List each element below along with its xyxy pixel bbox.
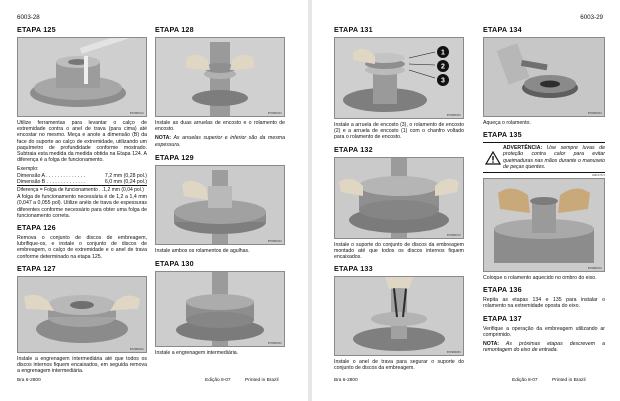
step-126 [17,223,147,260]
step-photo [17,276,147,353]
right-page-column-2 [483,25,605,353]
note-label: NOTA: [155,135,172,142]
depth-gauge-measurement-illustration [18,38,146,116]
step-title: ETAPA 134 [483,25,522,34]
step-text: Instale o anel de trava para segurar o suporte do conjunto de discos da embreagem. [334,359,464,372]
note-label: NOTA: [483,341,500,348]
heated-bearing-install-illustration [484,179,604,271]
example-a-label: Dimensão A . . . . . . . . . . . . . . [17,172,86,179]
callout-1: 1 [441,49,445,57]
clutch-carrier-install-illustration [335,158,463,238]
step-134 [483,25,605,126]
step-137 [483,314,605,354]
step-text: Repita as etapas 134 e 135 para instalar o rolamento na extremidade oposta do eixo. [483,297,605,310]
footer-edition: Edição 8-07 [512,378,538,383]
step-title: ETAPA 131 [334,25,373,34]
step-photo [155,271,285,347]
footer-edition: Edição 8-07 [205,378,231,383]
example-label: Exemplo: [17,166,39,173]
step-title: ETAPA 126 [17,223,56,233]
note-text: As próximas etapas descrevem a remontagem do eixo de entrada. [483,341,605,354]
step-photo [483,37,605,117]
step-title: ETAPA 137 [483,313,522,323]
step-text: Utilize ferramentas para levantar o calço de extremidade contra o anel de trava (para cima) até encostar no mesmo. Meça e anote a dimensão (B) da face do suporte ao calço de extremidade, utilizando um paquímetro de profundidade conforme mostrado. Subtraia esta medida da medida obtida na Etapa 124. A diferença é a folga de funcionamento. [17,120,147,164]
warning-box [483,142,605,173]
page-number: 6003-28 [17,14,40,21]
example-b-value: 6,0 mm (0,24 pol.) [104,178,147,185]
photo-code: BT09B001C [129,112,144,115]
photo-code: BT09B010C [587,267,602,271]
step-129 [155,153,285,254]
right-page [312,0,620,401]
photo-code: BT09B009C [587,112,602,115]
step-title: ETAPA 132 [334,144,373,154]
warning-triangle-icon [483,145,503,170]
warning-text: Use sempre luvas de proteção contra calor para evitar queimaduras nas mãos durante o manuseio de peças quentes. [503,145,605,170]
step-photo [17,37,147,117]
step-132 [334,145,464,261]
photo-code: BT09B007C [446,233,461,237]
warning-code: GMF17471 [592,174,605,178]
step-text: Instale a engrenagem intermediária. [155,350,239,357]
snap-ring-install-illustration [335,277,463,355]
step-125 [17,25,147,219]
footer-printed: Printed in Brazil [552,378,586,383]
example-line-b [17,179,147,186]
step-130 [155,259,285,356]
step-text: Remova o conjunto de discos de embreagem, lubrifique-os, e instale o conjunto de discos de embreagem, o calço de extremidade e o anel de trava conforme determinado na etapa 125. [17,235,147,260]
footer-doc: Bra 6-2800 [334,378,358,383]
step-title: ETAPA 128 [155,25,194,34]
step-photo [155,165,285,245]
step-text: Verifique a operação da embreagem utilizando ar comprimido. [483,325,605,338]
step-photo [334,157,464,239]
step-text: Aqueça o rolamento. [483,120,531,126]
step-136 [483,285,605,309]
photo-code: BT09B002C [129,347,144,351]
step-text: Instale as duas arruelas de encosto e o rolamento de encosto. [155,120,285,133]
step-text: Instale a arruela de encosto (3), o rolamento de encosto (2) e a arruela de encosto (1) com o chanfro voltado para o rolamento de encosto. [334,122,464,141]
photo-code: BT09B005C [267,342,282,346]
left-page-column-2 [155,25,285,356]
step-photo [483,178,605,272]
example-a-value: 7,2 mm (0,28 pol.) [104,172,147,179]
step-title: ETAPA 130 [155,259,194,269]
bearing-heater-illustration [484,38,604,116]
step-text: Instale ambos os rolamentos de agulhas. [155,247,250,254]
intermediate-gear-install-illustration [18,277,146,352]
step-text: Coloque o rolamento aquecido no ombro do eixo. [483,275,597,282]
step-title: ETAPA 125 [17,25,56,34]
thrust-washers-shaft-illustration [156,38,284,116]
step-text-2: A folga de funcionamento necessária é de 1,2 a 1,4 mm (0,047 a 0,055 pol). Utilize anéis de trava de espessuras diferentes conforme necessário para obter uma folga de funcionamento correta. [17,194,147,219]
step-131 [334,25,464,141]
step-text: Instale a engrenagem intermediária até que todos os discos internos fiquem encaixados, em seguida remova a engrenagem intermediária. [17,355,147,375]
step-title: ETAPA 136 [483,285,522,295]
right-page-column-1 [334,25,464,372]
example-b-label: Dimensão B . . . . . . . . . . . . . . [17,178,86,185]
step-text: Instale o suporte do conjunto de discos da embreagem montado até que todos os discos internos fiquem encaixados. [334,241,464,261]
photo-code: BT09B003C [267,112,282,115]
intermediate-gear-on-shaft-illustration [156,272,284,346]
step-photo [334,276,464,356]
footer-doc: Bra 6-2800 [17,378,41,383]
warning-text-block [503,145,605,170]
step-133 [334,264,464,371]
callout-3: 3 [441,77,445,85]
step-title: ETAPA 127 [17,263,56,273]
step-note [155,135,285,147]
photo-code: BT09B006C [446,114,461,117]
needle-bearings-illustration [156,166,284,244]
left-page [0,0,308,401]
page-number: 6003-29 [580,14,603,21]
step-title: ETAPA 133 [334,264,373,274]
step-128 [155,25,285,148]
left-page-column-1 [17,25,147,374]
callout-2: 2 [441,63,445,71]
step-127 [17,264,147,375]
photo-code: BT09B004C [267,239,282,243]
photo-code: BT09B008C [446,351,461,355]
thrust-bearing-stack-illustration [335,38,463,118]
difference-line: Diferença = Folga de funcionamento . .1,2 mm (0,04 pol.) [17,187,144,194]
step-135 [483,130,605,281]
warning-label: ADVERTÊNCIA: [503,145,543,152]
note-text: As arruelas superior e inferior são da mesma espessura. [155,135,285,148]
footer-printed: Printed in Brazil [245,378,279,383]
step-photo [155,37,285,117]
step-title: ETAPA 135 [483,130,522,140]
step-photo [334,37,464,119]
step-title: ETAPA 129 [155,152,194,162]
step-note [483,341,605,353]
